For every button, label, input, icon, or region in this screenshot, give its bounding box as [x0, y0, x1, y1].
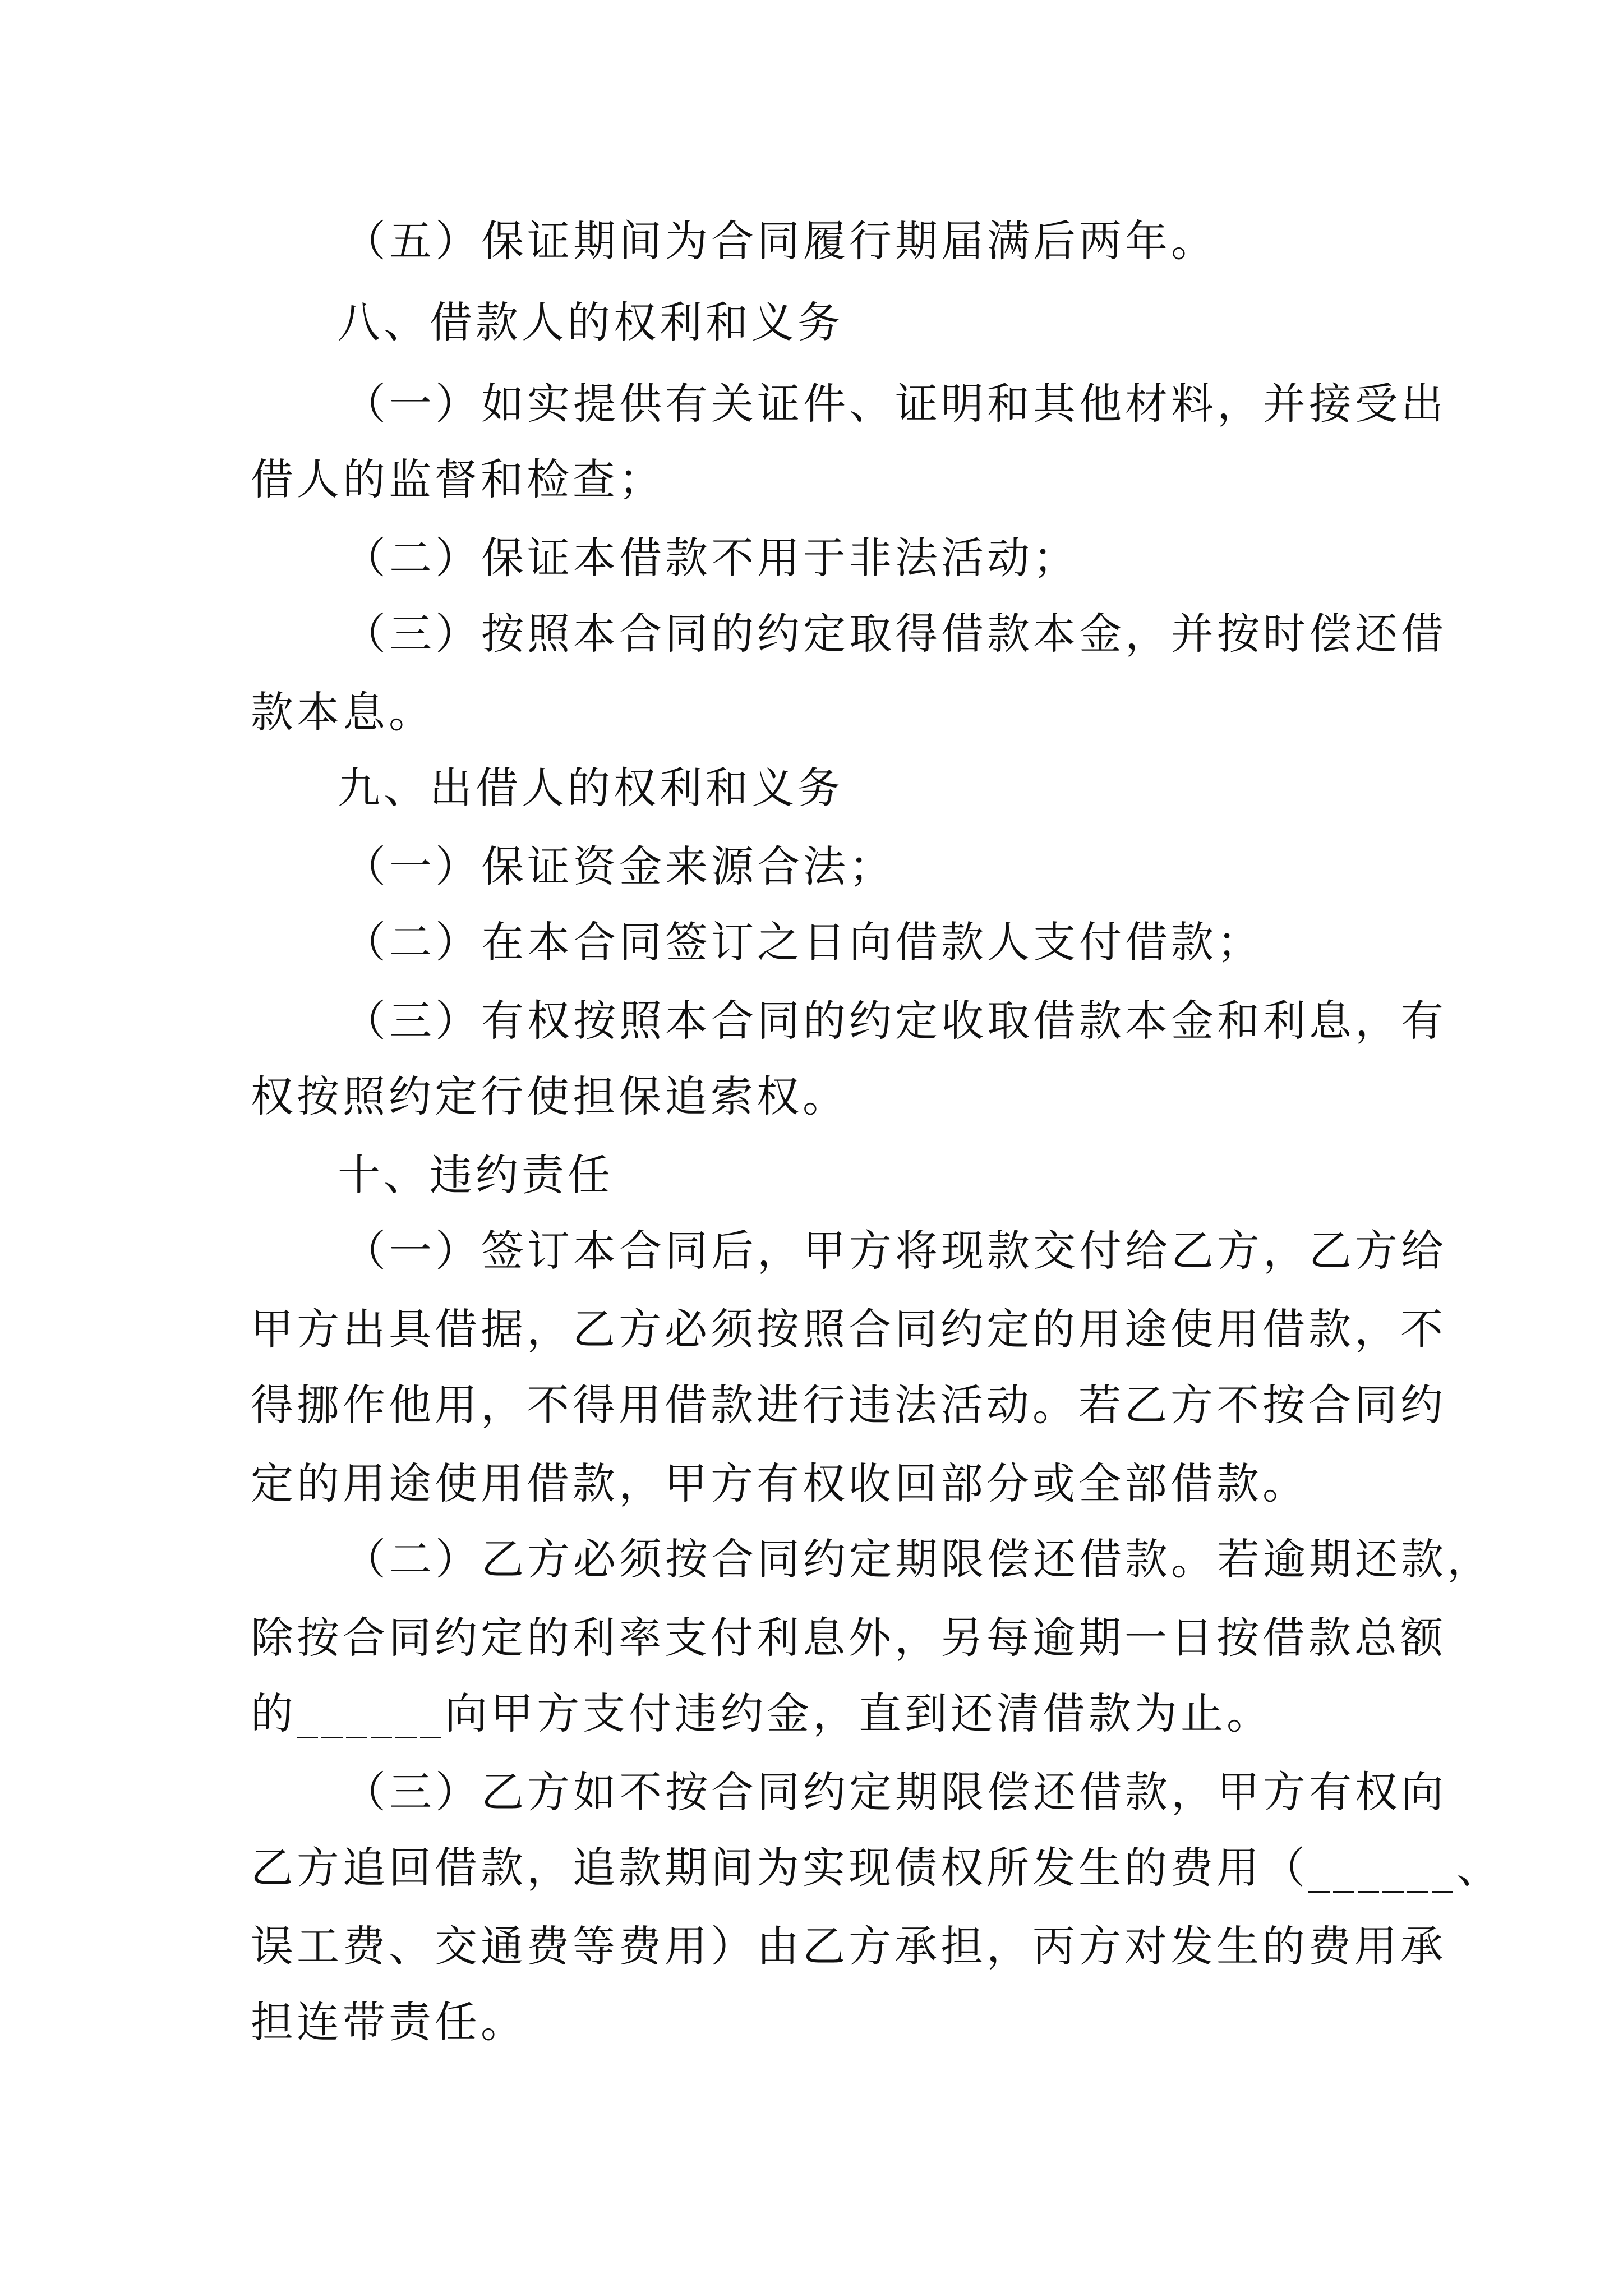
- paragraph-line: 的______向甲方支付违约金，直到还清借款为止。: [251, 1688, 1272, 1738]
- paragraph-line: 乙方追回借款，追款期间为实现债权所发生的费用（______、: [251, 1843, 1502, 1893]
- paragraph-line: （三）按照本合同的约定取得借款本金，并按时偿还借: [343, 609, 1447, 659]
- section-heading: 十、违约责任: [338, 1150, 614, 1200]
- paragraph-line: 定的用途使用借款，甲方有权收回部分或全部借款。: [251, 1458, 1308, 1508]
- paragraph-line: 误工费、交通费等费用）由乙方承担，丙方对发生的费用承: [251, 1921, 1446, 1971]
- section-heading: 八、借款人的权利和义务: [338, 297, 843, 347]
- paragraph-line: 除按合同约定的利率支付利息外，另每逾期一日按借款总额: [251, 1613, 1446, 1663]
- paragraph-line: （二）乙方必须按合同约定期限偿还借款。若逾期还款，: [343, 1534, 1493, 1584]
- paragraph-line: （三）乙方如不按合同约定期限偿还借款，甲方有权向: [343, 1767, 1447, 1817]
- paragraph-line: 款本息。: [251, 687, 435, 737]
- paragraph-line: （一）如实提供有关证件、证明和其他材料，并接受出: [343, 379, 1447, 429]
- paragraph-line: 借人的监督和检查；: [251, 454, 665, 504]
- paragraph-line: （五）保证期间为合同履行期届满后两年。: [343, 216, 1217, 266]
- paragraph-line: （一）保证资金来源合法；: [343, 841, 895, 891]
- paragraph-line: （二）在本合同签订之日向借款人支付借款；: [343, 917, 1263, 967]
- paragraph-line: 担连带责任。: [251, 1997, 527, 2047]
- paragraph-line: 甲方出具借据，乙方必须按照合同约定的用途使用借款，不: [251, 1304, 1446, 1354]
- paragraph-line: （二）保证本借款不用于非法活动；: [343, 533, 1079, 583]
- section-heading: 九、出借人的权利和义务: [338, 763, 843, 813]
- paragraph-line: 权按照约定行使担保追索权。: [251, 1071, 849, 1121]
- paragraph-line: （一）签订本合同后，甲方将现款交付给乙方，乙方给: [343, 1226, 1447, 1276]
- paragraph-line: 得挪作他用，不得用借款进行违法活动。若乙方不按合同约: [251, 1380, 1446, 1430]
- paragraph-line: （三）有权按照本合同的约定收取借款本金和利息，有: [343, 996, 1447, 1046]
